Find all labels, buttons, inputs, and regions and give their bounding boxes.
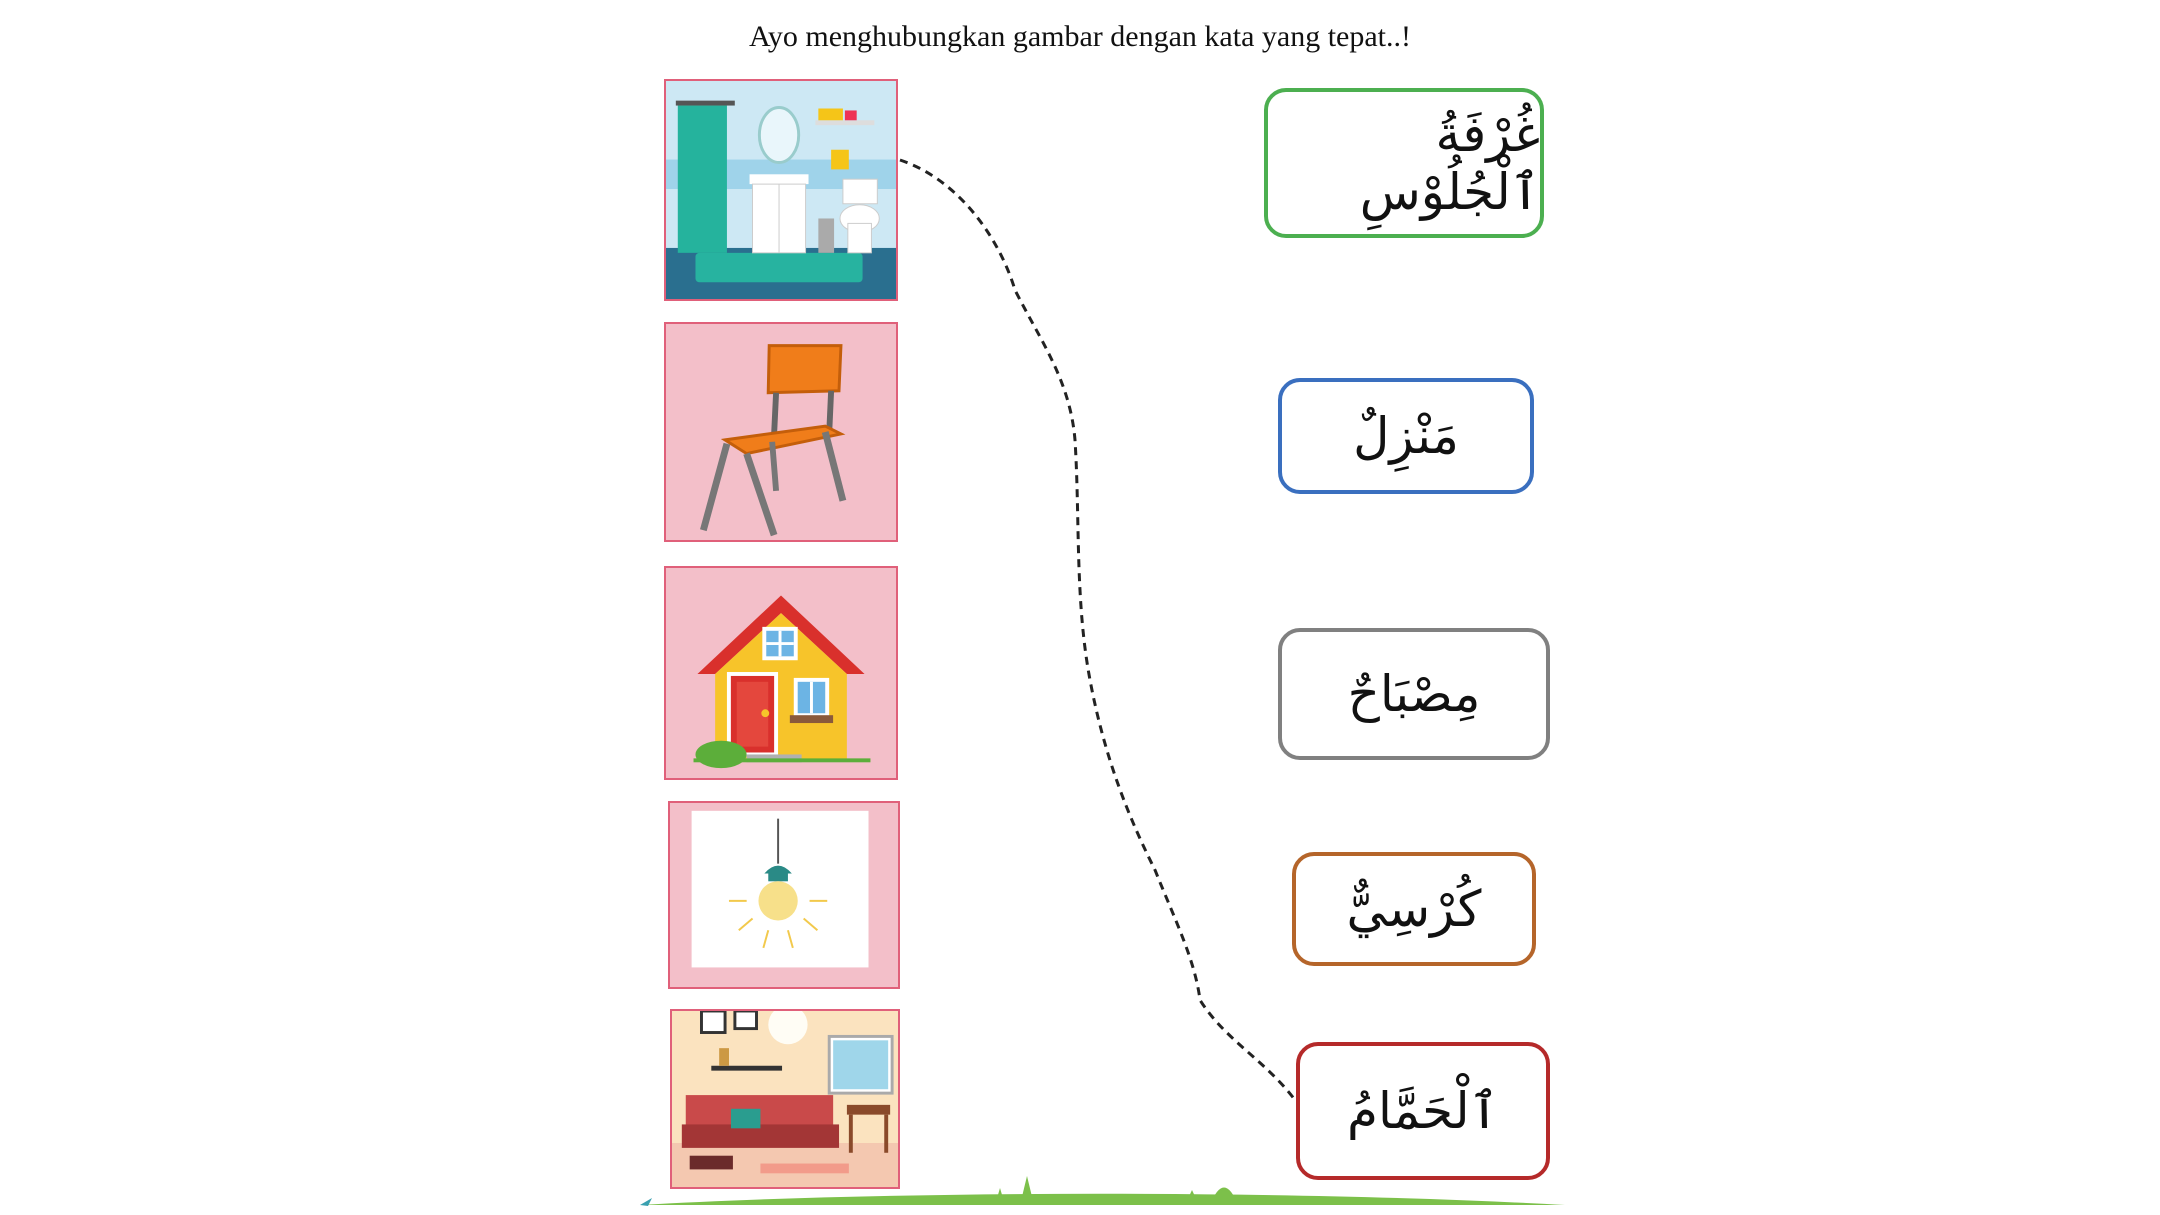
word-text: غُرْفَةُ ٱلْجُلُوْسِ [1359, 105, 1540, 221]
instruction-text: Ayo menghubungkan gambar dengan kata yang tepat..! [748, 20, 1412, 53]
picture-chair[interactable] [664, 322, 898, 542]
word-text: ٱلْحَمَّامُ [1347, 1082, 1499, 1140]
word-card-house[interactable] [1278, 378, 1534, 494]
dashed-connecting-line [900, 160, 1295, 1100]
lamp-icon [670, 803, 898, 987]
living-room-icon [672, 1011, 898, 1187]
picture-bathroom[interactable] [664, 79, 898, 301]
house-icon [666, 568, 896, 778]
picture-living-room[interactable] [670, 1009, 900, 1189]
word-text: مَنْزِلٌ [1353, 407, 1459, 465]
word-text: مِصْبَاحٌ [1347, 665, 1481, 723]
bathroom-icon [666, 81, 896, 299]
word-card-bathroom[interactable] [1296, 1042, 1550, 1180]
word-card-lamp[interactable] [1278, 628, 1550, 760]
word-text: كُرْسِيٌّ [1346, 880, 1482, 938]
word-card-chair[interactable] [1292, 852, 1536, 966]
picture-house[interactable] [664, 566, 898, 780]
chair-icon [666, 324, 896, 540]
word-card-living-room[interactable] [1264, 88, 1544, 238]
picture-lamp[interactable] [668, 801, 900, 989]
